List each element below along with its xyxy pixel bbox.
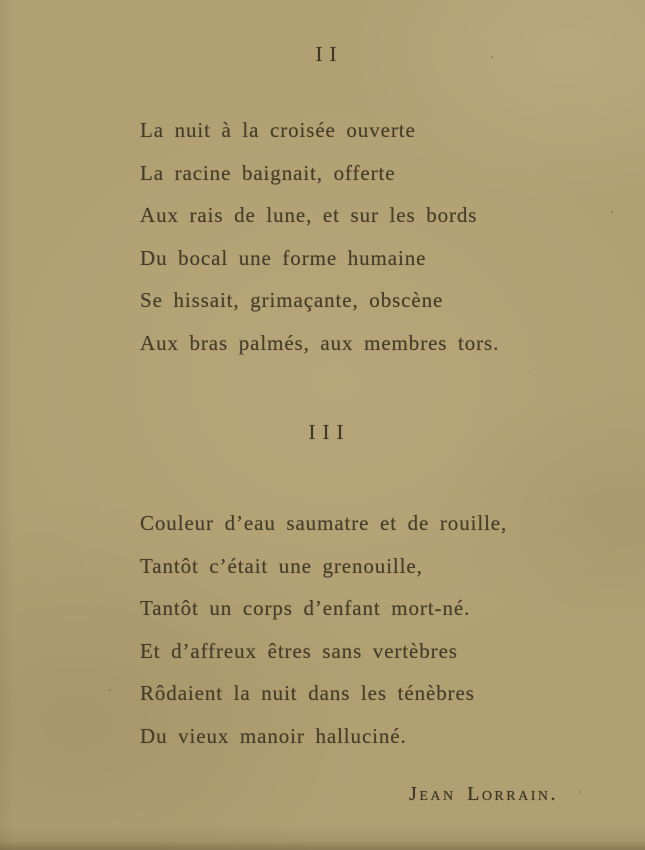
verse-line: Tantôt c’était une grenouille, [140, 553, 423, 578]
verse-line: Tantôt un corps d’enfant mort-né. [140, 596, 471, 620]
verse-line: Aux bras palmés, aux membres tors. [140, 330, 500, 355]
verse-line: Et d’affreux êtres sans vertèbres [140, 638, 458, 663]
verse-line: Rôdaient la nuit dans les ténèbres [140, 681, 475, 705]
verse-line: Du bocal une forme humaine [140, 245, 427, 270]
verse-line: La nuit à la croisée ouverte [140, 118, 416, 142]
verse-line: La racine baignait, offerte [140, 160, 396, 185]
section-heading-iii: III [308, 420, 351, 444]
stanza-2 [140, 502, 605, 757]
section-heading-ii: II [315, 42, 344, 66]
verse-line: Du vieux manoir halluciné. [140, 723, 407, 748]
author-signature: Jean Lorrain. [409, 783, 558, 805]
verse-line: Couleur d’eau saumatre et de rouille, [140, 511, 508, 535]
verse-line: Aux rais de lune, et sur les bords [140, 203, 478, 227]
stanza-1 [140, 109, 605, 364]
verse-line: Se hissait, grimaçante, obscène [140, 288, 444, 312]
